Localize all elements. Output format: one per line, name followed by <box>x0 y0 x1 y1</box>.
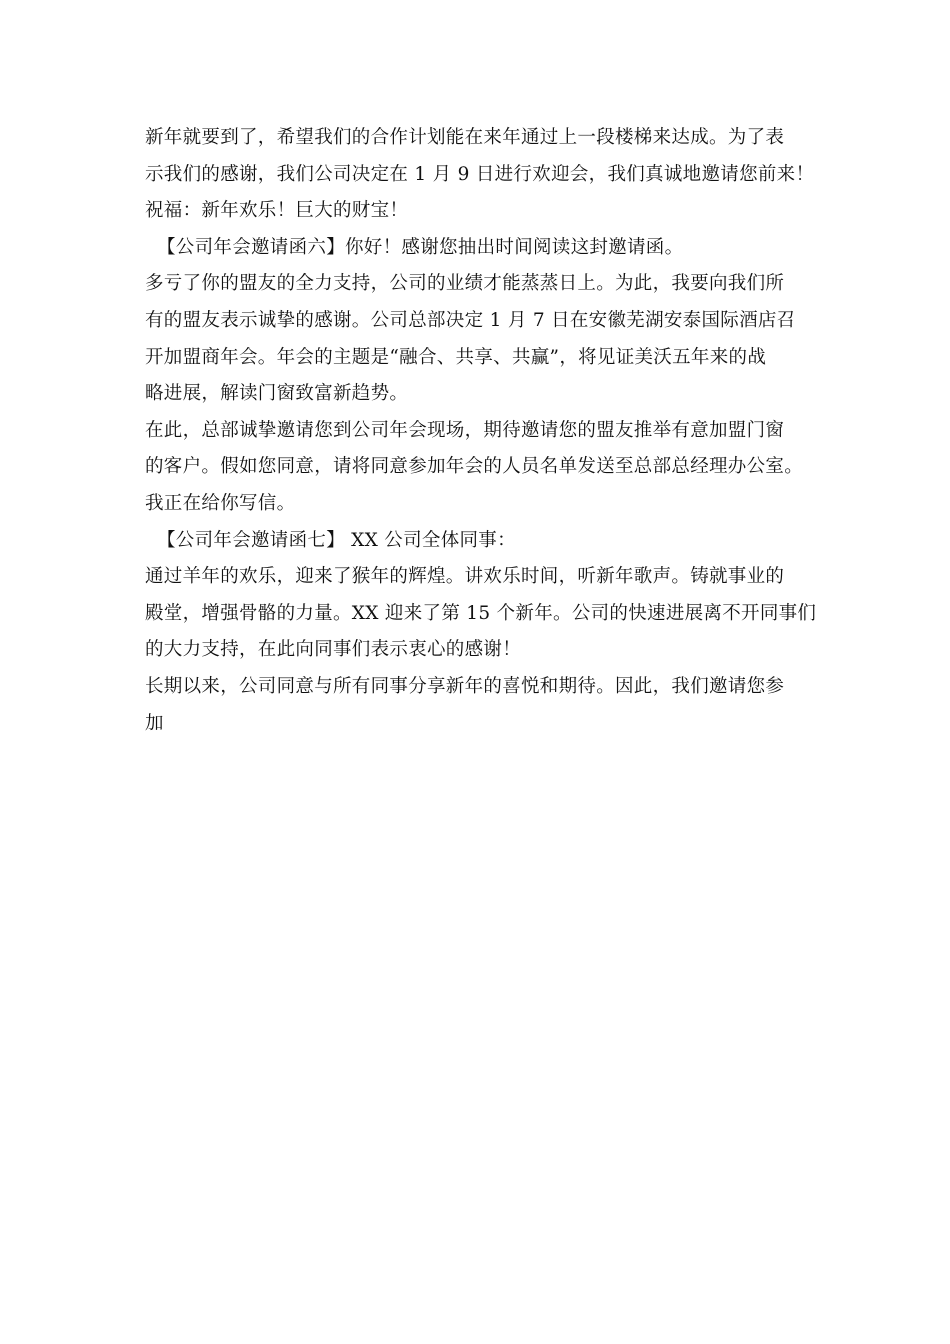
text-line: 的大力支持，在此向同事们表示衷心的感谢！ <box>145 639 522 661</box>
text-line: 通过羊年的欢乐，迎来了猴年的辉煌。讲欢乐时间，听新年歌声。铸就事业的 <box>145 566 785 588</box>
text-line: 示我们的感谢，我们公司决定在 1 月 9 日进行欢迎会，我们真诚地邀请您前来！ <box>145 163 815 185</box>
section-heading-line: 【公司年会邀请函七】 XX 公司全体同事： <box>157 529 516 551</box>
text-line: 略进展，解读门窗致富新趋势。 <box>145 383 409 405</box>
text-line: 长期以来，公司同意与所有同事分享新年的喜悦和期待。因此，我们邀请您参 <box>145 675 785 697</box>
text-line: 我正在给你写信。 <box>145 492 296 514</box>
text-line: 新年就要到了，希望我们的合作计划能在来年通过上一段楼梯来达成。为了表 <box>145 127 785 148</box>
text-line: 殿堂，增强骨骼的力量。XX 迎来了第 15 个新年。公司的快速进展离不开同事们 <box>145 602 817 624</box>
text-line: 有的盟友表示诚挚的感谢。公司总部决定 1 月 7 日在安徽芜湖安泰国际酒店召 <box>145 309 796 331</box>
text-line: 加 <box>145 712 164 734</box>
document-body <box>145 120 815 742</box>
text-line: 的客户。假如您同意，请将同意参加年会的人员名单发送至总部总经理办公室。 <box>145 456 804 478</box>
text-line: 多亏了你的盟友的全力支持，公司的业绩才能蒸蒸日上。为此，我要向我们所 <box>145 273 785 295</box>
text-line: 开加盟商年会。年会的主题是“融合、共享、共赢”，将见证美沃五年来的战 <box>145 346 767 368</box>
section-heading-line: 【公司年会邀请函六】你好！感谢您抽出时间阅读这封邀请函。 <box>157 236 684 258</box>
text-line: 在此，总部诚挚邀请您到公司年会现场，期待邀请您的盟友推举有意加盟门窗 <box>145 419 785 441</box>
text-line: 祝福：新年欢乐！巨大的财宝！ <box>145 200 409 222</box>
